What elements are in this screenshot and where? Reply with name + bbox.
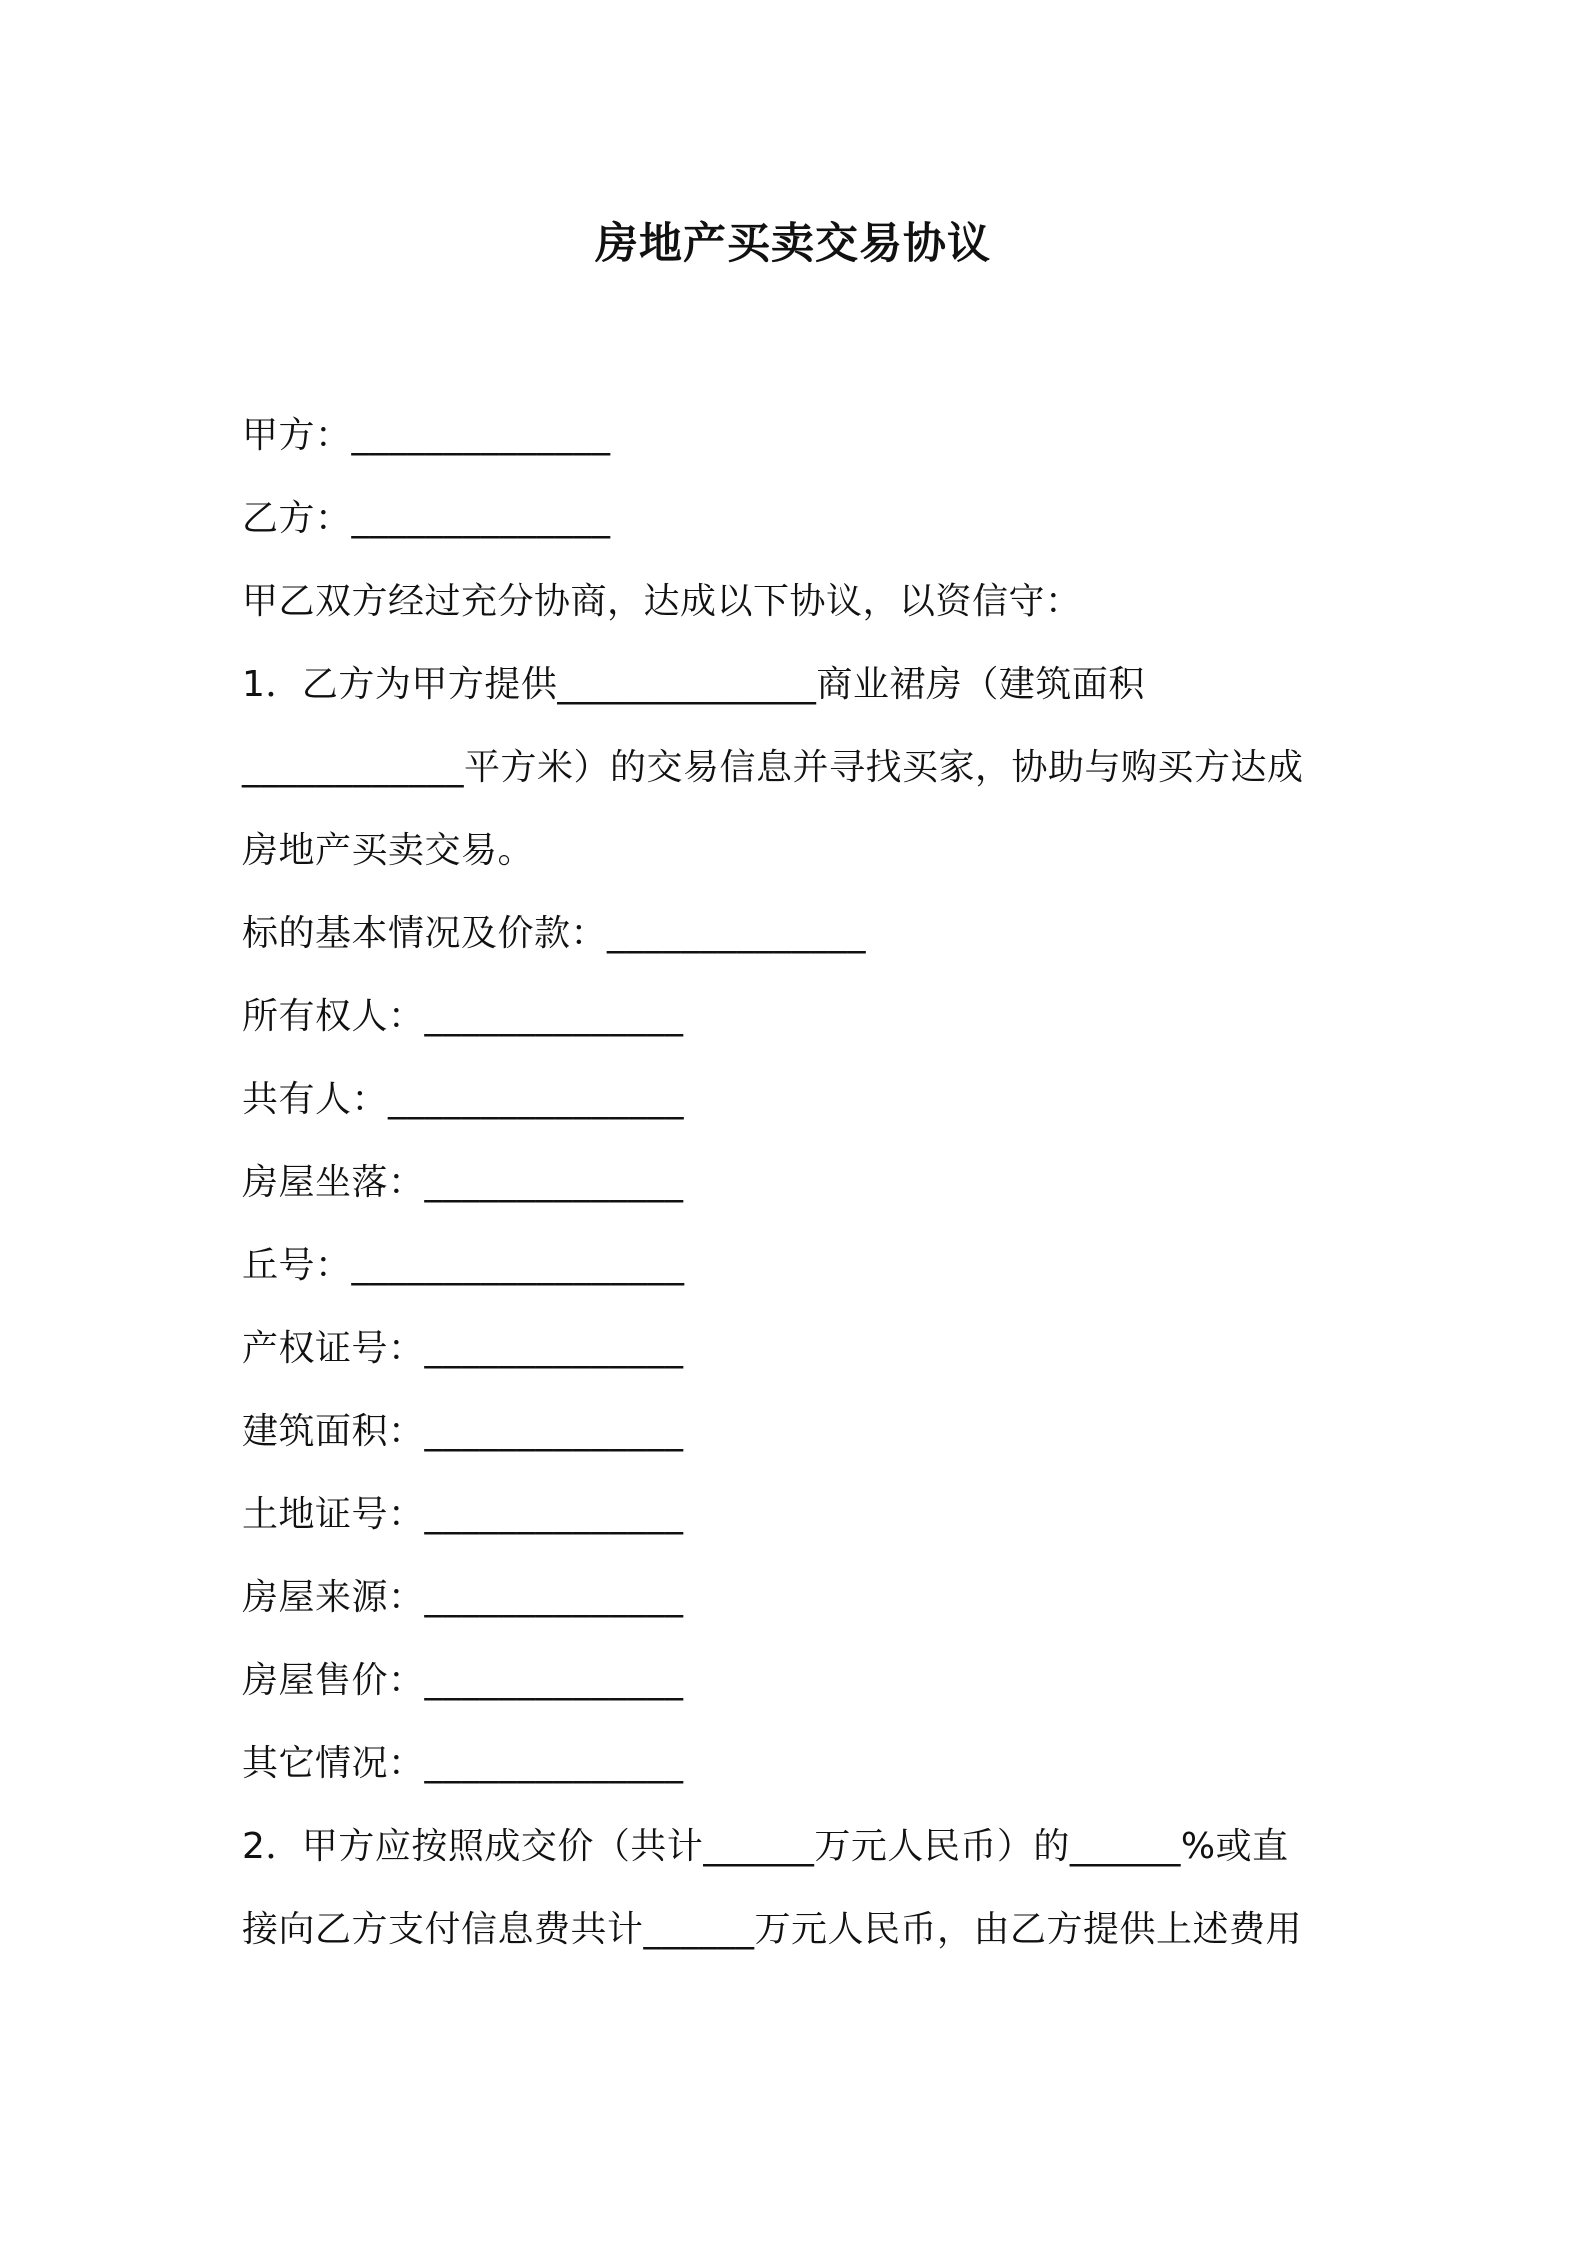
land-cert-text: 土地证号：______________ [242,1494,684,1535]
owner-text: 所有权人：______________ [242,996,684,1037]
clause-2-text-2: 接向乙方支付信息费共计______万元人民币，由乙方提供上述费用 [242,1909,1303,1950]
preamble-line [242,572,1352,655]
house-source-text: 房屋来源：______________ [242,1577,684,1618]
clause-1-line-3 [242,821,1352,904]
building-area-text: 建筑面积：______________ [242,1411,684,1452]
subject-price-text: 标的基本情况及价款：______________ [242,913,867,954]
clause-1-line-1 [242,655,1352,738]
clause-2-text-1: 2．甲方应按照成交价（共计______万元人民币）的______%或直 [242,1826,1289,1867]
clause-1-text-3: 房地产买卖交易。 [242,830,535,871]
party-a-text: 甲方：______________ [242,415,611,456]
document-title: 房地产买卖交易协议 [595,219,991,269]
house-source-line [242,1568,1352,1651]
preamble-text: 甲乙双方经过充分协商，达成以下协议，以资信守： [242,581,1082,622]
clause-1-line-2 [242,738,1352,821]
co-owner-text: 共有人：________________ [242,1079,685,1120]
party-b-text: 乙方：______________ [242,498,611,539]
location-line [242,1153,1352,1236]
title-cert-text: 产权证号：______________ [242,1328,684,1369]
clause-2-line-2 [242,1900,1352,1983]
party-b-line [242,489,1352,572]
building-area-line [242,1402,1352,1485]
clause-1-text-2: ____________平方米）的交易信息并寻找买家，协助与购买方达成 [242,747,1304,788]
owner-line [242,987,1352,1070]
house-price-line [242,1651,1352,1734]
house-price-text: 房屋售价：______________ [242,1660,684,1701]
lot-number-line [242,1236,1352,1319]
clause-1-text-1: 1．乙方为甲方提供______________商业裙房（建筑面积 [242,664,1145,705]
other-info-line [242,1734,1352,1817]
land-cert-line [242,1485,1352,1568]
other-info-text: 其它情况：______________ [242,1743,684,1784]
clause-2-line-1 [242,1817,1352,1900]
party-a-line [242,406,1352,489]
co-owner-line [242,1070,1352,1153]
title-cert-line [242,1319,1352,1402]
subject-price-line [242,904,1352,987]
location-text: 房屋坐落：______________ [242,1162,684,1203]
document-body [242,406,1352,1983]
lot-number-text: 丘号：__________________ [242,1245,685,1286]
